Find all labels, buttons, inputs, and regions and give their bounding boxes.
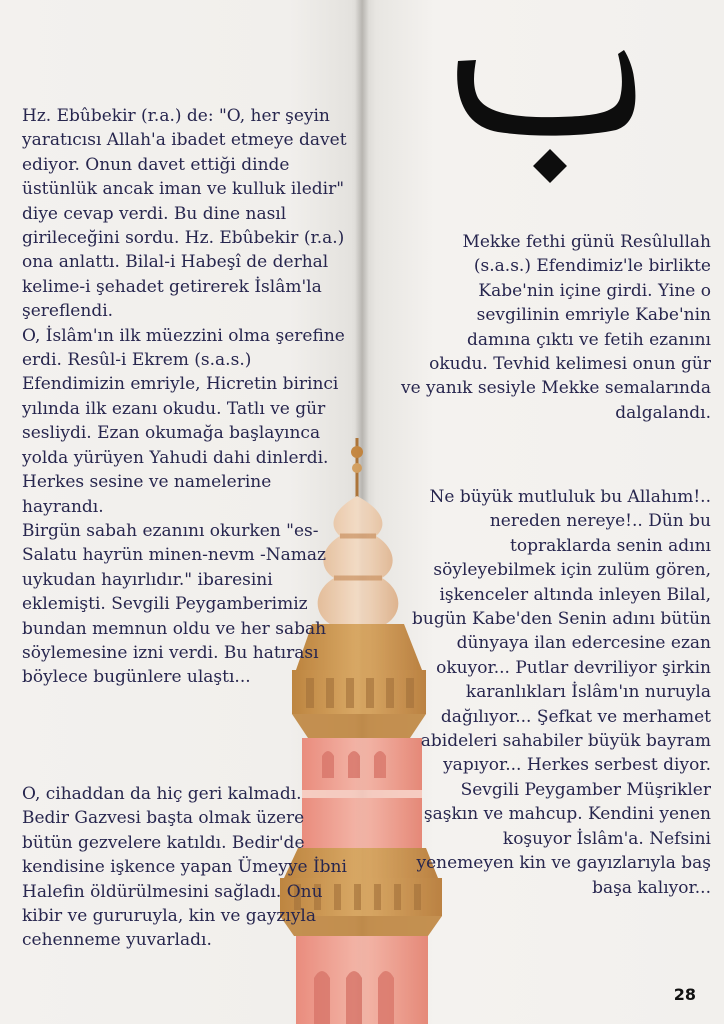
left-paragraph-2: O, cihaddan da hiç geri kalmadı. Bedir Gazvesi başta olmak üzere bütün gezvelere katıldı. Bedir'de kendisine işkence yapan Ümeyye İbni Halefin öldürülmesini sağladı. Onu kibir ve gururuyla, kin ve gayzıyla cehenneme yuvarladı. (22, 784, 347, 951)
left-paragraph-1: Hz. Ebûbekir (r.a.) de: "O, her şeyin yaratıcısı Allah'a ibadet etmeye davet ediyor. Onun davet ettiği dinde üstünlük ancak iman ve kulluk iledir" diye cevap verdi. Bu dine nasıl girileceğini sordu. Hz. Ebûbekir (r.a.) ona anlattı. Bilal-i Habeşî de derhal kelime-i şehadet getirerek İslâm'la şereflendi. O, İslâm'ın ilk müezzini olma şerefine erdi. Resûl-i Ekrem (s.a.s.) Efendimizin emriyle, Hicretin birinci yılında ilk ezanı okudu. Tatlı ve gür sesliydi. Ezan okumağa başlayınca yolda yürüyen Yahudi dahi dinlerdi. Herkes sesine ve namelerine hayrandı. Birgün sabah ezanını okurken "es- Salatu hayrün minen-nevm -Namaz uykudan hayırlıdır." ibaresini eklemişti. Sevgili Peygamberimiz bundan memnun oldu ve her sabah söylemesine izni verdi. Bu hatırası böylece bugünlere ulaştı... (22, 106, 347, 688)
right-paragraph-2: Ne büyük mutluluk bu Allahım!.. nereden nereye!.. Dün bu topraklarda senin adını söyleyebilmek için zulüm gören, işkenceler altında inleyen Bilal, bugün Kabe'den Senin adını bütün dünyaya ilan edercesine ezan okuyor... Putlar devriliyor şirkin karanlıkları İslâm'ın nuruyla dağılıyor... Şefkat ve merhamet abideleri sahabiler büyük bayram yapıyor... Herkes serbest diyor. Sevgili Peygamber Müşrikler şaşkın ve mahcup. Kendini yenen koşuyor İslâm'a. Nefsini yenemeyen kin ve gayızlarıyla baş başa kalıyor... (411, 487, 711, 898)
page-number: 28 (673, 985, 696, 1004)
arabic-letter-ba-icon (448, 26, 648, 196)
right-paragraph-1: Mekke fethi günü Resûlullah (s.a.s.) Efendimiz'le birlikte Kabe'nin içine girdi. Yine o sevgilinin emriyle Kabe'nin damına çıktı ve fetih ezanını okudu. Tevhid kelimesi onun gür ve yanık sesiyle Mekke semalarında dalgalandı. (400, 232, 711, 423)
